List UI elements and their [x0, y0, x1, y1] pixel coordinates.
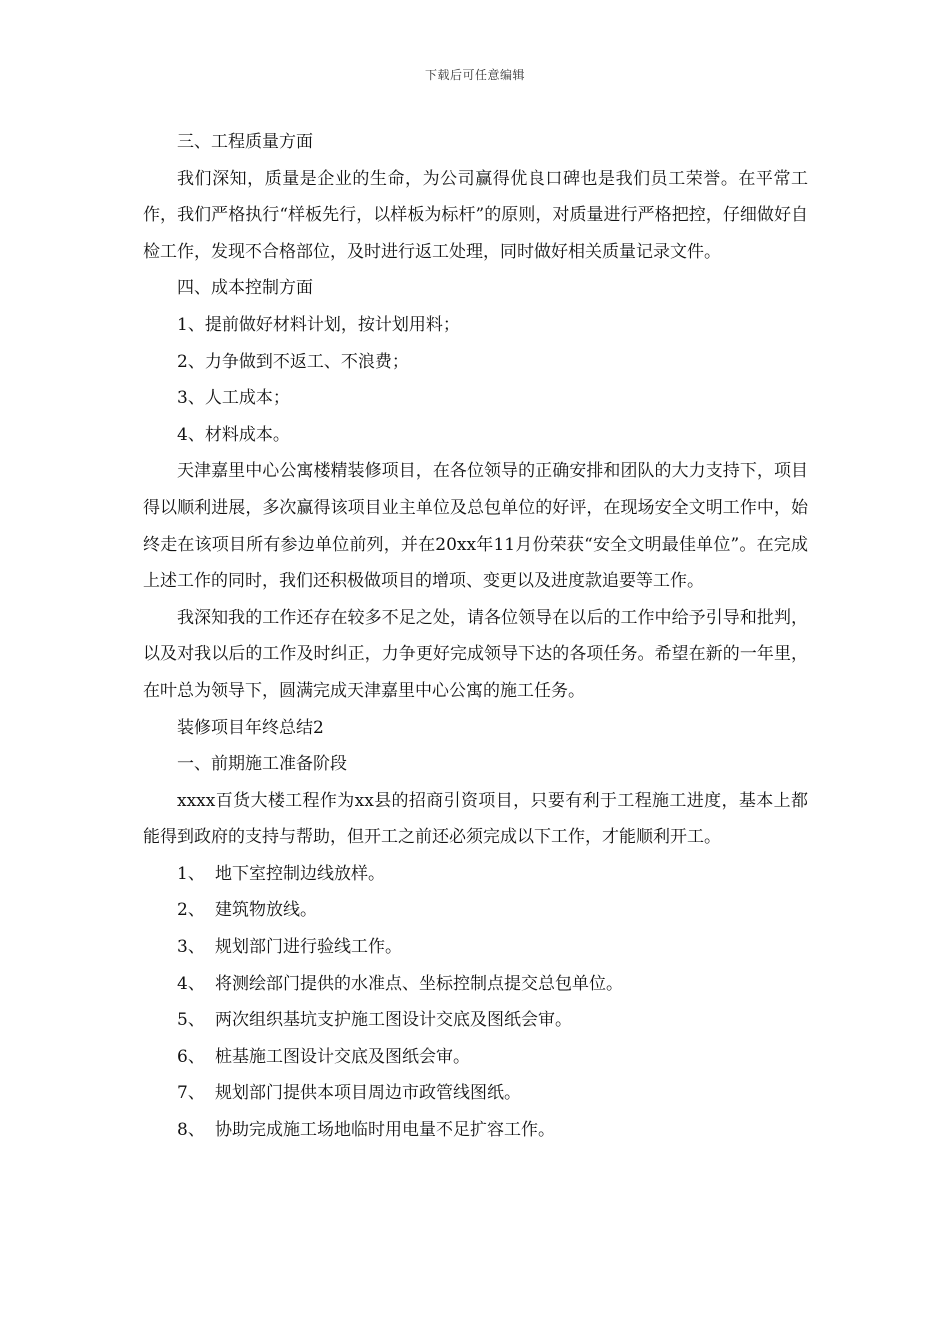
prep-item-number: 6、	[177, 1046, 205, 1067]
prep-item	[143, 1112, 808, 1149]
section-heading-cost: 四、成本控制方面	[177, 278, 313, 299]
paragraph-quality: 我们深知，质量是企业的生命，为公司赢得优良口碑也是我们员工荣誉。在平常工作，我们严格执行“样板先行，以样板为标杆”的原则，对质量进行严格把控，仔细做好自检工作，发现不合格部位，及时进行返工处理，同时做好相关质量记录文件。	[143, 168, 808, 262]
summary-title: 装修项目年终总结2	[177, 717, 324, 738]
page-header: 下载后可任意编辑	[424, 68, 525, 82]
prep-item-text: 桩基施工图设计交底及图纸会审。	[215, 1046, 470, 1067]
prep-item-text: 地下室控制边线放样。	[215, 863, 385, 884]
section-heading-quality: 三、工程质量方面	[177, 132, 313, 152]
prep-item-text: 建筑物放线。	[215, 900, 317, 921]
prep-item	[143, 966, 808, 1003]
prep-item-text: 规划部门提供本项目周边市政管线图纸。	[215, 1083, 521, 1104]
prep-item	[143, 1002, 808, 1039]
prep-item-number: 2、	[177, 900, 205, 921]
cost-item: 2、力争做到不返工、不浪费；	[177, 351, 409, 372]
prep-item-number: 8、	[177, 1120, 205, 1141]
prep-item	[143, 892, 808, 929]
prep-item-text: 将测绘部门提供的水准点、坐标控制点提交总包单位。	[215, 973, 623, 994]
prep-item-number: 4、	[177, 973, 205, 994]
prep-item-number: 3、	[177, 937, 205, 958]
section-heading-prep: 一、前期施工准备阶段	[177, 754, 347, 775]
prep-item-text: 协助完成施工场地临时用电量不足扩容工作。	[215, 1120, 555, 1141]
paragraph-project: 天津嘉里中心公寓楼精装修项目，在各位领导的正确安排和团队的大力支持下，项目得以顺利进展，多次赢得该项目业主单位及总包单位的好评，在现场安全文明工作中，始终走在该项目所有参边单位前列，并在20xx年11月份荣获“安全文明最佳单位”。在完成上述工作的同时，我们还积极做项目的增项、变更以及进度款追要等工作。	[143, 461, 808, 592]
prep-item-number: 7、	[177, 1083, 205, 1104]
cost-item: 3、人工成本；	[177, 388, 290, 409]
prep-item-text: 两次组织基坑支护施工图设计交底及图纸会审。	[215, 1010, 572, 1031]
prep-item	[143, 1075, 808, 1112]
paragraph-prep: xxxx百货大楼工程作为xx县的招商引资项目，只要有利于工程施工进度，基本上都能得到政府的支持与帮助，但开工之前还必须完成以下工作，才能顺利开工。	[143, 790, 808, 848]
prep-item-number: 1、	[177, 863, 205, 884]
paragraph-closing: 我深知我的工作还存在较多不足之处，请各位领导在以后的工作中给予引导和批判，以及对我以后的工作及时纠正，力争更好完成领导下达的各项任务。希望在新的一年里，在叶总为领导下，圆满完成天津嘉里中心公寓的施工任务。	[143, 607, 808, 701]
prep-item	[143, 929, 808, 966]
prep-item	[143, 1039, 808, 1076]
document-body	[143, 124, 808, 1149]
cost-item: 4、材料成本。	[177, 424, 290, 445]
prep-item-number: 5、	[177, 1010, 205, 1031]
prep-item	[143, 856, 808, 893]
cost-item: 1、提前做好材料计划，按计划用料；	[177, 314, 460, 335]
prep-item-text: 规划部门进行验线工作。	[215, 937, 402, 958]
